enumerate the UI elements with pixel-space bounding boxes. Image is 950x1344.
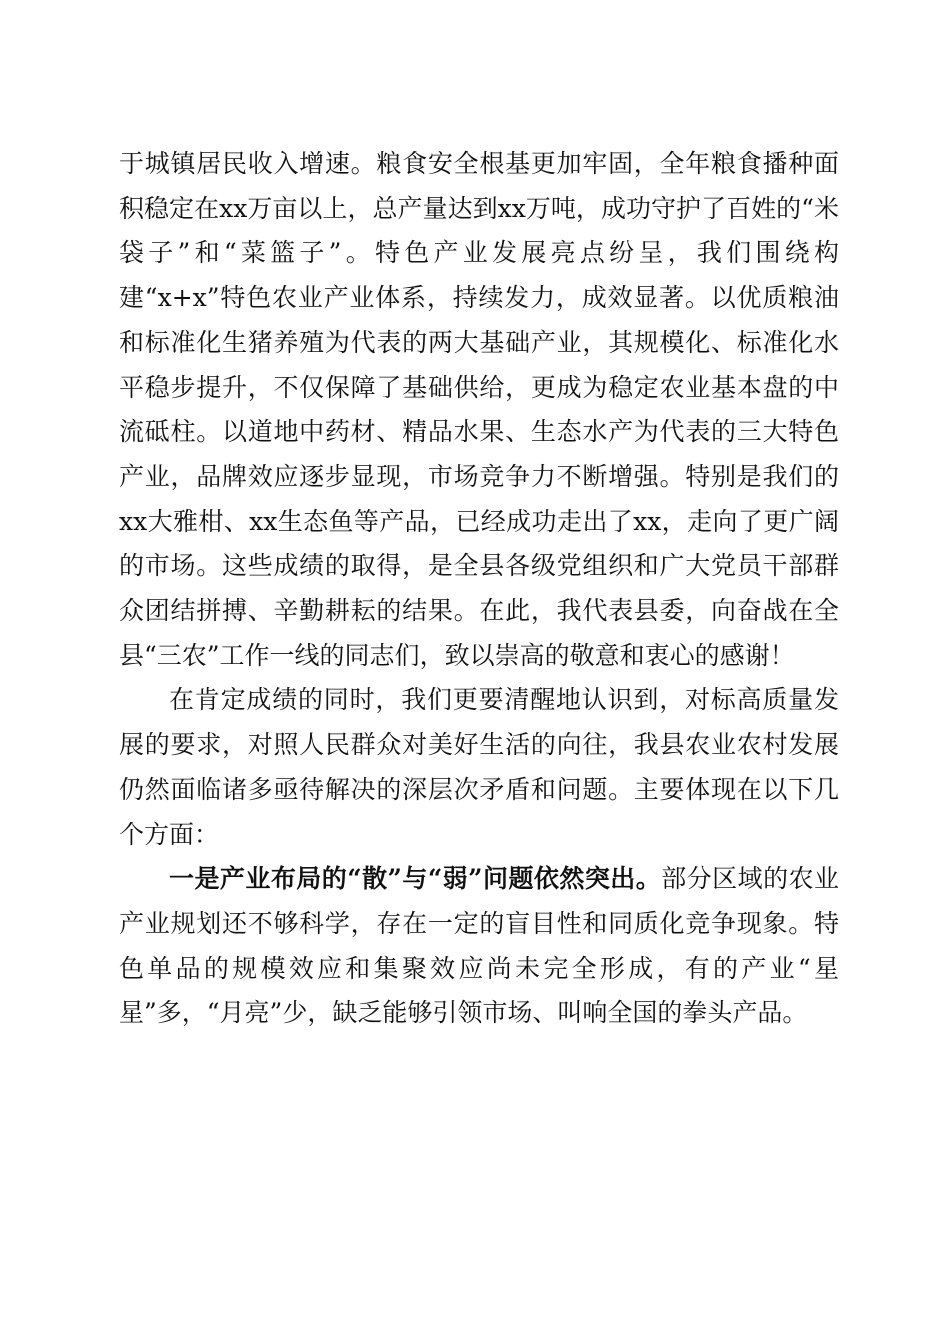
paragraph-achievements bbox=[119, 142, 839, 678]
paragraph-problem-one bbox=[119, 857, 839, 1036]
body-text bbox=[119, 142, 839, 1036]
paragraph-text: 在肯定成绩的同时，我们更要清醒地认识到，对标高质量发展的要求，对照人民群众对美好生活的向往，我县农业农村发展仍然面临诸多亟待解决的深层次矛盾和问题。主要体现在以下几个方面： bbox=[119, 685, 839, 849]
paragraph-text: 于城镇居民收入增速。粮食安全根基更加牢固，全年粮食播种面积稳定在xx万亩以上，总产量达到xx万吨，成功守护了百姓的“米袋子”和“菜篮子”。特色产业发展亮点纷呈，我们围绕构建“x+x”特色农业产业体系，持续发力，成效显著。以优质粮油和标准化生猪养殖为代表的两大基础产业，其规模化、标准化水平稳步提升，不仅保障了基础供给，更成为稳定农业基本盘的中流砥柱。以道地中药材、精品水果、生态水产为代表的三大特色产业，品牌效应逐步显现，市场竞争力不断增强。特别是我们的xx大雅柑、xx生态鱼等产品，已经成功走出了xx，走向了更广阔的市场。这些成绩的取得，是全县各级党组织和广大党员干部群众团结拼搏、辛勤耕耘的结果。在此，我代表县委，向奋战在全县“三农”工作一线的同志们，致以崇高的敬意和衷心的感谢！ bbox=[119, 149, 839, 670]
paragraph-problems-intro bbox=[119, 678, 839, 857]
paragraph-text: 部分区域的农业产业规划还不够科学，存在一定的盲目性和同质化竞争现象。特色单品的规模效应和集聚效应尚未完全形成，有的产业“星星”多，“月亮”少，缺乏能够引领市场、叫响全国的拳头产品。 bbox=[119, 864, 839, 1028]
paragraph-lead-heading: 一是产业布局的“散”与“弱”问题依然突出。 bbox=[169, 864, 662, 894]
